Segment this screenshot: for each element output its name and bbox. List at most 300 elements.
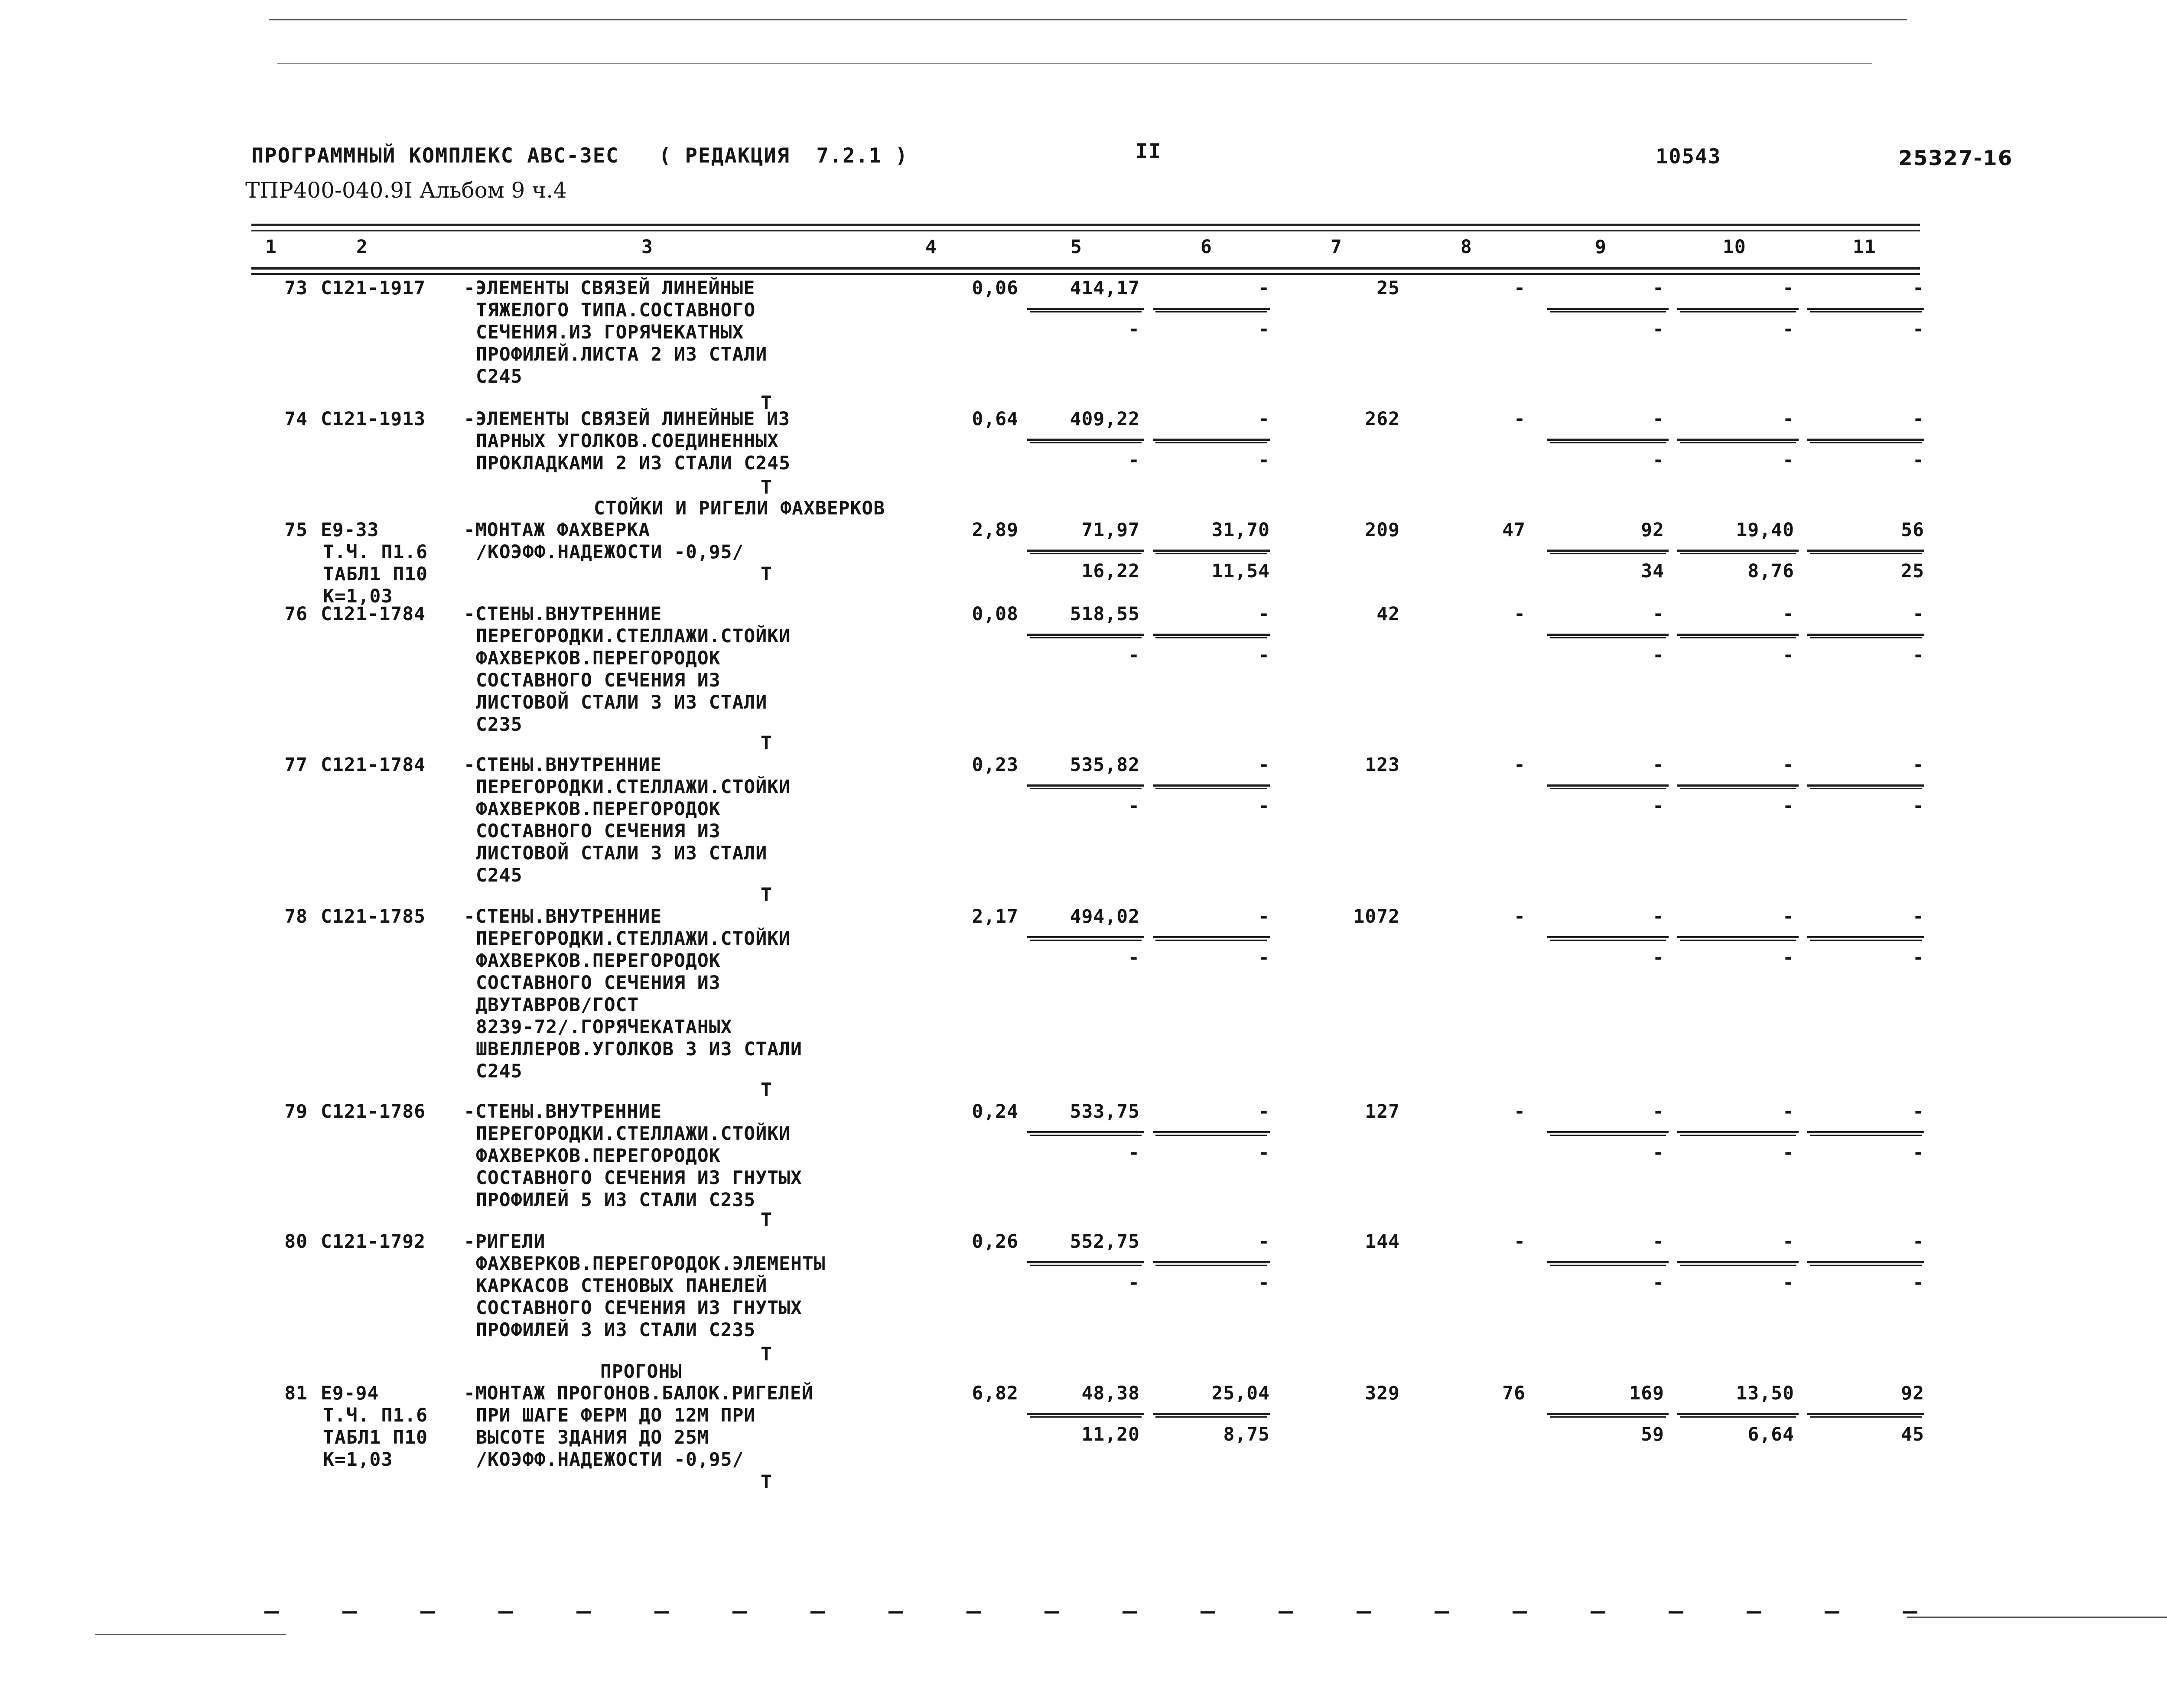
cell-col9: - xyxy=(1653,1231,1664,1253)
cell-col10-sub: - xyxy=(1783,319,1794,340)
cell-col5: 494,02 xyxy=(1070,906,1140,927)
dash-segment xyxy=(732,1611,747,1614)
row-description: СОСТАВНОГО СЕЧЕНИЯ ИЗ ГНУТЫХ xyxy=(476,1167,802,1189)
cell-col10-sub: - xyxy=(1783,644,1794,666)
row-description: ПЕРЕГОРОДКИ.СТЕЛЛАЖИ.СТОЙКИ xyxy=(476,625,791,647)
fraction-divider xyxy=(1680,637,1796,638)
cell-col10-sub: 6,64 xyxy=(1747,1424,1794,1445)
fraction-divider xyxy=(1027,308,1144,310)
cell-col9-sub: - xyxy=(1653,947,1664,969)
cell-col9-sub: 34 xyxy=(1641,560,1664,582)
fraction-divider xyxy=(1677,1261,1799,1263)
fraction-divider xyxy=(1680,1265,1796,1266)
cell-col11: - xyxy=(1913,1101,1924,1122)
row-description: 8239-72/.ГОРЯЧЕКАТАНЫХ xyxy=(476,1016,732,1038)
scan-rule-bottom xyxy=(1907,1617,2167,1618)
row-description: С245 xyxy=(476,366,523,387)
row-code: С121-1917 xyxy=(321,277,426,299)
cell-col9: - xyxy=(1653,408,1664,430)
row-description: ПРОФИЛЕЙ 5 ИЗ СТАЛИ С235 xyxy=(476,1189,756,1211)
cell-col5: 409,22 xyxy=(1070,408,1140,430)
row-code: С121-1792 xyxy=(321,1231,426,1253)
row-code: С121-1784 xyxy=(321,754,426,776)
cell-col5-sub: - xyxy=(1128,319,1140,340)
fraction-divider xyxy=(1027,784,1144,787)
cell-col7: 262 xyxy=(1365,408,1400,430)
row-code: С121-1785 xyxy=(321,906,426,927)
fraction-divider xyxy=(1680,1416,1796,1418)
row-code: К=1,03 xyxy=(323,1449,393,1471)
cell-col9: - xyxy=(1653,754,1664,776)
fraction-divider xyxy=(1677,634,1799,636)
row-unit: Т xyxy=(761,732,772,754)
cell-col7: 25 xyxy=(1376,277,1400,299)
cell-col10-sub: - xyxy=(1783,795,1794,817)
fraction-divider xyxy=(1027,1261,1144,1263)
fraction-divider xyxy=(1155,1265,1267,1266)
column-number: 11 xyxy=(1853,236,1876,258)
row-description: СОСТАВНОГО СЕЧЕНИЯ ИЗ xyxy=(476,670,721,691)
cell-col10: - xyxy=(1783,277,1794,299)
cell-col10: - xyxy=(1783,906,1794,927)
cell-col10: 13,50 xyxy=(1736,1383,1794,1404)
row-description: -РИГЕЛИ xyxy=(464,1231,546,1253)
cell-col6: - xyxy=(1258,1231,1270,1253)
row-description: ВЫСОТЕ ЗДАНИЯ ДО 25М xyxy=(476,1427,709,1448)
fraction-divider xyxy=(1155,553,1267,554)
dash-segment xyxy=(1357,1611,1371,1614)
cell-col11: - xyxy=(1913,754,1924,776)
dash-segment xyxy=(654,1611,669,1614)
fraction-divider xyxy=(1027,1413,1144,1415)
cell-col7: 42 xyxy=(1376,603,1400,625)
cell-col9-sub: - xyxy=(1653,644,1664,666)
cell-col6-sub: - xyxy=(1258,319,1270,340)
dash-segment xyxy=(1123,1611,1137,1614)
cell-col11-sub: - xyxy=(1913,319,1924,340)
cell-col10: 19,40 xyxy=(1736,519,1794,541)
row-description: СОСТАВНОГО СЕЧЕНИЯ ИЗ xyxy=(476,972,721,994)
album-title: ТПР400-040.9I Альбом 9 ч.4 xyxy=(245,178,567,203)
row-code: С121-1913 xyxy=(321,408,426,430)
row-number: 76 xyxy=(284,603,308,625)
cell-col5: 535,82 xyxy=(1070,754,1140,776)
fraction-divider xyxy=(1680,788,1796,789)
cell-col6: - xyxy=(1258,1101,1270,1122)
fraction-divider xyxy=(1153,634,1270,636)
fraction-divider xyxy=(1677,550,1799,552)
header-rule-1 xyxy=(251,224,1920,226)
fraction-divider xyxy=(1550,1416,1666,1418)
scan-rule-top xyxy=(269,19,1907,20)
cell-col5-sub: - xyxy=(1128,644,1140,666)
cell-col6-sub: 11,54 xyxy=(1211,560,1270,582)
row-description: ФАХВЕРКОВ.ПЕРЕГОРОДОК xyxy=(476,798,721,820)
dash-segment xyxy=(1903,1611,1917,1614)
row-description: СОСТАВНОГО СЕЧЕНИЯ ИЗ xyxy=(476,820,721,842)
fraction-divider xyxy=(1677,308,1799,310)
row-description: СОСТАВНОГО СЕЧЕНИЯ ИЗ ГНУТЫХ xyxy=(476,1297,802,1319)
cell-col5: 414,17 xyxy=(1070,277,1140,299)
row-code: Е9-33 xyxy=(321,519,379,541)
fraction-divider xyxy=(1153,1261,1270,1263)
fraction-divider xyxy=(1807,634,1924,636)
fraction-divider xyxy=(1153,1413,1270,1415)
cell-col11: - xyxy=(1913,906,1924,927)
cell-col9: - xyxy=(1653,603,1664,625)
doc-code: 10543 xyxy=(1656,145,1721,169)
scan-rule-top-2 xyxy=(277,63,1872,64)
cell-col4: 0,08 xyxy=(972,603,1018,625)
cell-col9: - xyxy=(1653,277,1664,299)
cell-col6: - xyxy=(1258,277,1270,299)
row-description: -СТЕНЫ.ВНУТРЕННИЕ xyxy=(464,603,662,625)
fraction-divider xyxy=(1550,940,1666,941)
column-number: 9 xyxy=(1595,236,1607,258)
fraction-divider xyxy=(1547,550,1669,552)
column-number: 8 xyxy=(1461,236,1472,258)
cell-col11-sub: - xyxy=(1913,1142,1924,1164)
cell-col11: 56 xyxy=(1901,519,1924,541)
row-description: ПРОФИЛЕЙ.ЛИСТА 2 ИЗ СТАЛИ xyxy=(476,344,768,365)
fraction-divider xyxy=(1030,1135,1142,1136)
section-title: ПРОГОНЫ xyxy=(600,1361,682,1383)
row-description: -СТЕНЫ.ВНУТРЕННИЕ xyxy=(464,1101,662,1122)
cell-col5-sub: - xyxy=(1128,449,1140,471)
cell-col5-sub: 11,20 xyxy=(1081,1424,1140,1445)
cell-col6-sub: - xyxy=(1258,449,1270,471)
fraction-divider xyxy=(1547,439,1669,441)
row-description: ПЕРЕГОРОДКИ.СТЕЛЛАЖИ.СТОЙКИ xyxy=(476,776,791,798)
cell-col10: - xyxy=(1783,1101,1794,1122)
row-number: 81 xyxy=(284,1383,308,1404)
cell-col8: - xyxy=(1514,1231,1526,1253)
row-description: ФАХВЕРКОВ.ПЕРЕГОРОДОК xyxy=(476,647,721,669)
fraction-divider xyxy=(1677,784,1799,787)
cell-col9-sub: - xyxy=(1653,1272,1664,1294)
row-number: 73 xyxy=(284,277,308,299)
dash-segment xyxy=(1747,1611,1761,1614)
dash-segment xyxy=(1435,1611,1449,1614)
fraction-divider xyxy=(1807,1413,1924,1415)
dash-segment xyxy=(966,1611,981,1614)
cell-col4: 2,17 xyxy=(972,906,1018,927)
cell-col4: 0,24 xyxy=(972,1101,1018,1122)
fraction-divider xyxy=(1153,308,1270,310)
cell-col11: - xyxy=(1913,603,1924,625)
header-rule-2 xyxy=(251,230,1920,231)
cell-col9-sub: - xyxy=(1653,795,1664,817)
cell-col5-sub: - xyxy=(1128,947,1140,969)
dash-segment xyxy=(420,1611,435,1614)
fraction-divider xyxy=(1030,1265,1142,1266)
row-description: С245 xyxy=(476,1061,523,1082)
fraction-divider xyxy=(1027,550,1144,552)
header-rule-3 xyxy=(251,267,1920,270)
fraction-divider xyxy=(1027,439,1144,441)
cell-col4: 0,06 xyxy=(972,277,1018,299)
dash-segment xyxy=(1201,1611,1215,1614)
fraction-divider xyxy=(1810,442,1922,443)
fraction-divider xyxy=(1677,1413,1799,1415)
row-code: Т.Ч. П1.6 xyxy=(323,1405,428,1426)
cell-col6: 31,70 xyxy=(1211,519,1270,541)
fraction-divider xyxy=(1547,308,1669,310)
fraction-divider xyxy=(1030,553,1142,554)
row-description: /КОЭФФ.НАДЕЖОСТИ -0,95/ xyxy=(476,1449,744,1471)
fraction-divider xyxy=(1807,308,1924,310)
fraction-divider xyxy=(1810,1416,1922,1418)
row-description: С235 xyxy=(476,714,523,735)
cell-col4: 6,82 xyxy=(972,1383,1018,1404)
fraction-divider xyxy=(1030,788,1142,789)
fraction-divider xyxy=(1027,634,1144,636)
fraction-divider xyxy=(1547,784,1669,787)
row-unit: Т xyxy=(761,477,772,498)
row-code: Т.Ч. П1.6 xyxy=(323,541,428,563)
column-number: 4 xyxy=(925,236,937,258)
cell-col10-sub: 8,76 xyxy=(1747,560,1794,582)
header-rule-4 xyxy=(251,273,1920,275)
row-unit: Т xyxy=(761,392,772,414)
row-description: КАРКАСОВ СТЕНОВЫХ ПАНЕЛЕЙ xyxy=(476,1275,768,1297)
row-number: 80 xyxy=(284,1231,308,1253)
cell-col10: - xyxy=(1783,1231,1794,1253)
row-code: ТАБЛ1 П10 xyxy=(323,1427,428,1448)
cell-col6: 25,04 xyxy=(1211,1383,1270,1404)
fraction-divider xyxy=(1030,637,1142,638)
fraction-divider xyxy=(1680,442,1796,443)
fraction-divider xyxy=(1680,553,1796,554)
cell-col10-sub: - xyxy=(1783,449,1794,471)
fraction-divider xyxy=(1155,442,1267,443)
cell-col6: - xyxy=(1258,603,1270,625)
cell-col6-sub: - xyxy=(1258,644,1270,666)
fraction-divider xyxy=(1550,1265,1666,1266)
row-unit: Т xyxy=(761,884,772,906)
row-description: ПРОКЛАДКАМИ 2 ИЗ СТАЛИ С245 xyxy=(476,452,791,474)
dash-segment xyxy=(1513,1611,1527,1614)
fraction-divider xyxy=(1677,1131,1799,1133)
cell-col8: - xyxy=(1514,277,1526,299)
row-description: С245 xyxy=(476,865,523,886)
row-description: -СТЕНЫ.ВНУТРЕННИЕ xyxy=(464,754,662,776)
row-description: -МОНТАЖ ПРОГОНОВ.БАЛОК.РИГЕЛЕЙ xyxy=(464,1383,813,1404)
fraction-divider xyxy=(1807,439,1924,441)
column-number: 7 xyxy=(1331,236,1342,258)
fraction-divider xyxy=(1155,788,1267,789)
cell-col10-sub: - xyxy=(1783,1272,1794,1294)
cell-col5: 552,75 xyxy=(1070,1231,1140,1253)
row-description: -ЭЛЕМЕНТЫ СВЯЗЕЙ ЛИНЕЙНЫЕ xyxy=(464,277,755,299)
cell-col11: - xyxy=(1913,1231,1924,1253)
fraction-divider xyxy=(1810,311,1922,312)
cell-col10-sub: - xyxy=(1783,1142,1794,1164)
cell-col7: 1072 xyxy=(1353,906,1400,927)
cell-col6-sub: - xyxy=(1258,947,1270,969)
cell-col6: - xyxy=(1258,906,1270,927)
fraction-divider xyxy=(1810,940,1922,941)
fraction-divider xyxy=(1030,311,1142,312)
fraction-divider xyxy=(1153,936,1270,938)
fraction-divider xyxy=(1153,550,1270,552)
dash-segment xyxy=(264,1611,279,1614)
row-unit: Т xyxy=(761,1209,772,1231)
cell-col7: 127 xyxy=(1365,1101,1400,1122)
row-number: 77 xyxy=(284,754,308,776)
program-title: ПРОГРАММНЫЙ КОМПЛЕКС АВС-3ЕС xyxy=(251,144,619,168)
cell-col5-sub: - xyxy=(1128,1272,1140,1294)
row-description: ЛИСТОВОЙ СТАЛИ 3 ИЗ СТАЛИ xyxy=(476,692,768,713)
fraction-divider xyxy=(1680,1135,1796,1136)
cell-col9-sub: - xyxy=(1653,1142,1664,1164)
dash-segment xyxy=(888,1611,903,1614)
row-description: ПАРНЫХ УГОЛКОВ.СОЕДИНЕННЫХ xyxy=(476,430,779,452)
cell-col6: - xyxy=(1258,754,1270,776)
cell-col11-sub: - xyxy=(1913,644,1924,666)
cell-col5: 71,97 xyxy=(1081,519,1140,541)
cell-col10: - xyxy=(1783,603,1794,625)
column-number: 10 xyxy=(1723,236,1746,258)
row-description: -СТЕНЫ.ВНУТРЕННИЕ xyxy=(464,906,662,927)
row-description: ПЕРЕГОРОДКИ.СТЕЛЛАЖИ.СТОЙКИ xyxy=(476,928,791,950)
dash-segment xyxy=(498,1611,513,1614)
cell-col5: 518,55 xyxy=(1070,603,1140,625)
fraction-divider xyxy=(1030,442,1142,443)
dash-segment xyxy=(1825,1611,1839,1614)
cell-col6: - xyxy=(1258,408,1270,430)
row-description: ПРОФИЛЕЙ 3 ИЗ СТАЛИ С235 xyxy=(476,1319,756,1341)
row-unit: Т xyxy=(761,1471,772,1493)
row-description: ФАХВЕРКОВ.ПЕРЕГОРОДОК.ЭЛЕМЕНТЫ xyxy=(476,1253,826,1275)
row-code: Е9-94 xyxy=(321,1383,379,1404)
fraction-divider xyxy=(1550,1135,1666,1136)
row-description: -ЭЛЕМЕНТЫ СВЯЗЕЙ ЛИНЕЙНЫЕ ИЗ xyxy=(464,408,790,430)
fraction-divider xyxy=(1550,788,1666,789)
cell-col8: 76 xyxy=(1502,1383,1526,1404)
cell-col10: - xyxy=(1783,408,1794,430)
cell-col9-sub: - xyxy=(1653,449,1664,471)
row-number: 78 xyxy=(284,906,308,927)
section-title: СТОЙКИ И РИГЕЛИ ФАХВЕРКОВ xyxy=(594,498,885,519)
cell-col9: - xyxy=(1653,906,1664,927)
fraction-divider xyxy=(1807,550,1924,552)
sheet-number: 25327-16 xyxy=(1898,146,2013,170)
fraction-divider xyxy=(1547,936,1669,938)
fraction-divider xyxy=(1547,634,1669,636)
cell-col11: - xyxy=(1913,408,1924,430)
fraction-divider xyxy=(1155,311,1267,312)
cell-col5-sub: - xyxy=(1128,795,1140,817)
cell-col5-sub: - xyxy=(1128,1142,1140,1164)
cell-col9: 92 xyxy=(1641,519,1664,541)
cell-col7: 123 xyxy=(1365,754,1400,776)
fraction-divider xyxy=(1153,784,1270,787)
fraction-divider xyxy=(1807,936,1924,938)
row-unit: Т xyxy=(761,563,772,585)
row-description: ПРИ ШАГЕ ФЕРМ ДО 12М ПРИ xyxy=(476,1405,756,1426)
column-number: 1 xyxy=(265,236,277,258)
cell-col4: 0,26 xyxy=(972,1231,1018,1253)
cell-col8: - xyxy=(1514,408,1526,430)
row-code: С121-1786 xyxy=(321,1101,426,1122)
dash-segment xyxy=(1591,1611,1605,1614)
dash-segment xyxy=(1279,1611,1293,1614)
fraction-divider xyxy=(1547,1413,1669,1415)
cell-col11-sub: - xyxy=(1913,795,1924,817)
cell-col4: 0,64 xyxy=(972,408,1018,430)
scan-rule-bottom-left xyxy=(95,1634,286,1635)
dash-segment xyxy=(810,1611,825,1614)
fraction-divider xyxy=(1680,311,1796,312)
row-description: ПЕРЕГОРОДКИ.СТЕЛЛАЖИ.СТОЙКИ xyxy=(476,1123,791,1145)
fraction-divider xyxy=(1677,439,1799,441)
cell-col4: 0,23 xyxy=(972,754,1018,776)
cell-col5-sub: 16,22 xyxy=(1081,560,1140,582)
fraction-divider xyxy=(1030,940,1142,941)
cell-col10: - xyxy=(1783,754,1794,776)
cell-col9: 169 xyxy=(1629,1383,1664,1404)
row-description: ШВЕЛЛЕРОВ.УГОЛКОВ 3 ИЗ СТАЛИ xyxy=(476,1038,802,1060)
row-description: /КОЭФФ.НАДЕЖОСТИ -0,95/ xyxy=(476,541,744,563)
fraction-divider xyxy=(1550,311,1666,312)
column-number: 6 xyxy=(1201,236,1212,258)
cell-col4: 2,89 xyxy=(972,519,1018,541)
row-description: СЕЧЕНИЯ.ИЗ ГОРЯЧЕКАТНЫХ xyxy=(476,322,744,343)
row-description: -МОНТАЖ ФАХВЕРКА xyxy=(464,519,651,541)
cell-col11-sub: - xyxy=(1913,947,1924,969)
fraction-divider xyxy=(1807,1131,1924,1133)
row-code: К=1,03 xyxy=(323,586,393,607)
dash-segment xyxy=(1044,1611,1059,1614)
cell-col6-sub: - xyxy=(1258,795,1270,817)
fraction-divider xyxy=(1027,1131,1144,1133)
cell-col6-sub: 8,75 xyxy=(1223,1424,1270,1445)
fraction-divider xyxy=(1810,553,1922,554)
cell-col8: - xyxy=(1514,603,1526,625)
fraction-divider xyxy=(1155,940,1267,941)
fraction-divider xyxy=(1153,1131,1270,1133)
row-number: 74 xyxy=(284,408,308,430)
column-number: 5 xyxy=(1070,236,1082,258)
cell-col11-sub: 45 xyxy=(1901,1424,1924,1445)
fraction-divider xyxy=(1155,637,1267,638)
row-code: С121-1784 xyxy=(321,603,426,625)
cell-col10-sub: - xyxy=(1783,947,1794,969)
cell-col8: - xyxy=(1514,906,1526,927)
fraction-divider xyxy=(1810,1135,1922,1136)
dash-segment xyxy=(342,1611,357,1614)
fraction-divider xyxy=(1807,784,1924,787)
fraction-divider xyxy=(1027,936,1144,938)
cell-col7: 209 xyxy=(1365,519,1400,541)
fraction-divider xyxy=(1547,1131,1669,1133)
cell-col8: 47 xyxy=(1502,519,1526,541)
cell-col11-sub: - xyxy=(1913,1272,1924,1294)
cell-col5: 533,75 xyxy=(1070,1101,1140,1122)
row-description: ТЯЖЕЛОГО ТИПА.СОСТАВНОГО xyxy=(476,299,756,321)
fraction-divider xyxy=(1810,788,1922,789)
fraction-divider xyxy=(1550,553,1666,554)
cell-col6-sub: - xyxy=(1258,1142,1270,1164)
cell-col11-sub: 25 xyxy=(1901,560,1924,582)
cell-col5: 48,38 xyxy=(1081,1383,1140,1404)
fraction-divider xyxy=(1810,637,1922,638)
fraction-divider xyxy=(1155,1135,1267,1136)
row-number: 75 xyxy=(284,519,308,541)
row-description: ФАХВЕРКОВ.ПЕРЕГОРОДОК xyxy=(476,1145,721,1167)
cell-col11: - xyxy=(1913,277,1924,299)
